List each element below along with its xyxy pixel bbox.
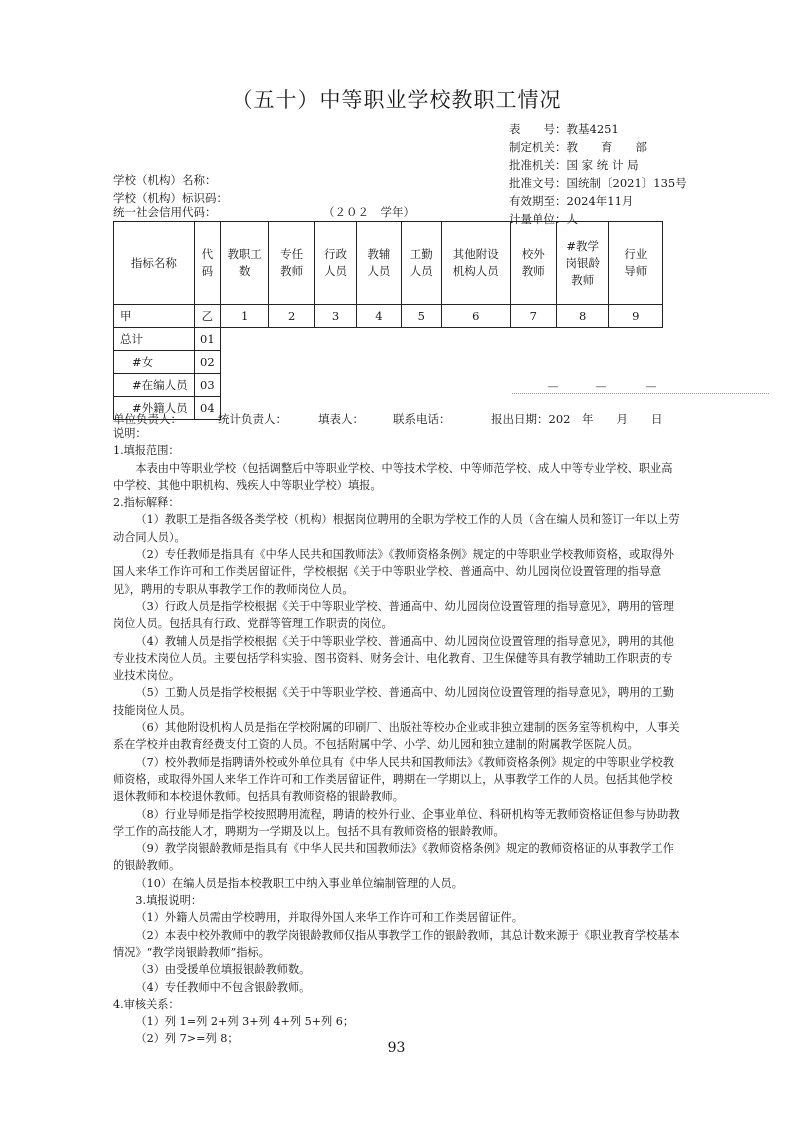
col-header: 教职工数: [220, 222, 268, 305]
note-paragraph: （1）教职工是指各级各类学校（机构）根据岗位聘用的全职为学校工作的人员（含在编人员和签订一年以上劳动合同人员）。: [113, 513, 680, 544]
col-header: 校外教师: [510, 222, 556, 305]
note-paragraph: 4.审核关系：: [113, 997, 180, 1011]
index-cell: 7: [510, 305, 556, 328]
note-paragraph: 3.填报说明：: [135, 894, 203, 908]
col-header: 工勤人员: [401, 222, 441, 305]
col-header: 行业导师: [609, 222, 663, 305]
page-title: （五十）中等职业学校教职工情况: [231, 88, 562, 112]
row-label: #外籍人员: [114, 397, 195, 420]
note-paragraph: （1）列 1=列 2+列 3+列 4+列 5+列 6；: [135, 1015, 355, 1029]
note-paragraph: （7）校外教师是指聘请外校或外单位具有《中华人民共和国教师法》《教师资格条例》规定的中等职业学校教师资格，或取得外国人来华工作许可和工作类居留证件，聘期在一学期以上，从事教学工作的人员。包括其他学校退休教师和本校退休教师。包括具有教师资格的银龄教师。: [113, 755, 674, 804]
col-header: 行政人员: [314, 222, 356, 305]
row-code: 02: [194, 351, 220, 374]
form-meta-right: [509, 122, 687, 227]
phone-label: 联系电话：: [393, 412, 451, 426]
note-paragraph: （3）由受援单位填报银龄教师数。: [135, 963, 311, 977]
note-paragraph: 本表由中等职业学校（包括调整后中等职业学校、中等技术学校、中等师范学校、成人中等专业学校、职业高中学校、其他中职机构、残疾人中等职业学校）填报。: [113, 461, 673, 492]
note-paragraph: （8）行业导师是指学校按照聘用流程，聘请的校外行业、企事业单位、科研机构等无教师资格证但参与协助教学工作的高技能人才，聘期为一学期及以上。包括不具有教师资格的银龄教师。: [113, 807, 680, 838]
note-paragraph: （10）在编人员是指本校教职工中纳入事业单位编制管理的人员。: [135, 876, 463, 890]
note-paragraph: （2）专任教师是指具有《中华人民共和国教师法》《教师资格条例》规定的中等职业学校教师资格，或取得外国人来华工作许可和工作类居留证件，学校根据《关于中等职业学校、普通高中、幼儿园岗位设置管理的指导意见》，聘用的专职从事教学工作的教师岗位人员。: [113, 548, 674, 596]
school-id-label: 学校（机构）标识码：: [113, 191, 228, 205]
meta-approver: 批准机关：国 家 统 计 局: [509, 158, 639, 172]
meta-unit: 计量单位：人: [509, 212, 578, 226]
index-cell: 8: [556, 305, 608, 328]
note-paragraph: （4）教辅人员是指学校根据《关于中等职业学校、普通高中、幼儿园岗位设置管理的指导意见》，聘用的其他专业技术岗位人员。主要包括学科实验、图书资料、财务会计、电化教育、卫生保健等具有教学辅助工作职责的专业技术岗位。: [113, 634, 674, 683]
col-header: 其他附设机构人员: [441, 222, 510, 305]
note-paragraph: （3）行政人员是指学校根据《关于中等职业学校、普通高中、幼儿园岗位设置管理的指导意见》，聘用的管理岗位人员。包括具有行政、党群等管理工作职责的岗位。: [113, 599, 674, 631]
row-label: #女: [114, 351, 195, 374]
page-number: 93: [387, 1040, 406, 1056]
table-row: [114, 328, 663, 351]
filler-label: 填表人：: [318, 412, 364, 426]
stat-head-label: 统计负责人：: [218, 412, 287, 426]
meta-valid-until: 有效期至：2024年11月: [509, 194, 634, 208]
unit-head-label: 单位负责人：: [113, 412, 182, 426]
index-cell: 5: [401, 305, 441, 328]
note-paragraph: （2）本表中校外教师中的教学岗银龄教师仅指从事教学工作的银龄教师，其总计数来源于《职业教育学校基本情况》“教学岗银龄教师”指标。: [113, 928, 680, 959]
index-cell: 9: [609, 305, 663, 328]
note-paragraph: 说明：: [113, 427, 147, 440]
col-header: 指标名称: [114, 222, 195, 305]
meta-issuer: 制定机关：教 育 部: [509, 140, 647, 154]
dotted-divider: [512, 393, 769, 394]
school-name-label: 学校（机构）名称：: [113, 173, 217, 187]
note-paragraph: （4）专任教师中不包含银龄教师。: [135, 980, 311, 994]
index-cell: 6: [441, 305, 510, 328]
note-paragraph: （5）工勤人员是指学校根据《关于中等职业学校、普通高中、幼儿园岗位设置管理的指导意见》，聘用的工勤技能岗位人员。: [113, 686, 674, 717]
index-cell: 2: [269, 305, 314, 328]
note-paragraph: （1）外籍人员需由学校聘用，并取得外国人来华工作许可和工作类居留证件。: [135, 911, 523, 925]
table-index-row: [114, 305, 663, 328]
index-cell: 甲: [114, 305, 195, 328]
table-header-row: [114, 222, 663, 305]
note-paragraph: （2）列 7>=列 8；: [135, 1032, 239, 1046]
row-label: 总计: [114, 328, 195, 351]
col-header: #教学岗银龄教师: [556, 222, 608, 305]
note-paragraph: （9）教学岗银龄教师是指具有《中华人民共和国教师法》《教师资格条例》规定的教师资格证的从事教学工作的银龄教师。: [113, 842, 674, 873]
col-header: 教辅人员: [357, 222, 401, 305]
note-paragraph: 1.填报范围：: [113, 444, 180, 458]
index-cell: 1: [220, 305, 268, 328]
note-paragraph: （6）其他附设机构人员是指在学校附属的印刷厂、出版社等校办企业或非独立建制的医务室等机构中，人事关系在学校并由教育经费支付工资的人员。不包括附属中学、小学、幼儿园和独立建制的附属教学医院人员。: [113, 721, 680, 752]
data-area: — — —: [220, 328, 662, 420]
notes-section: [113, 425, 683, 1048]
meta-form-no: 表 号：教基4251: [509, 122, 619, 136]
col-header: 专任教师: [269, 222, 314, 305]
row-label: #在编人员: [114, 374, 195, 397]
row-code: 03: [194, 374, 220, 397]
index-cell: 4: [357, 305, 401, 328]
report-date-label: 报出日期：202 年 月 日: [491, 412, 663, 426]
index-cell: 3: [314, 305, 356, 328]
credit-code-label: 统一社会信用代码：: [113, 205, 217, 219]
note-paragraph: 2.指标解释：: [113, 496, 180, 510]
col-header: 代码: [194, 222, 220, 305]
school-year: （２０２ 学年）: [323, 205, 415, 219]
row-code: 01: [194, 328, 220, 351]
meta-approval-no: 批准文号：国统制〔2021〕135号: [509, 176, 687, 190]
staff-table: [113, 221, 663, 420]
row-code: 04: [194, 397, 220, 420]
index-cell: 乙: [194, 305, 220, 328]
